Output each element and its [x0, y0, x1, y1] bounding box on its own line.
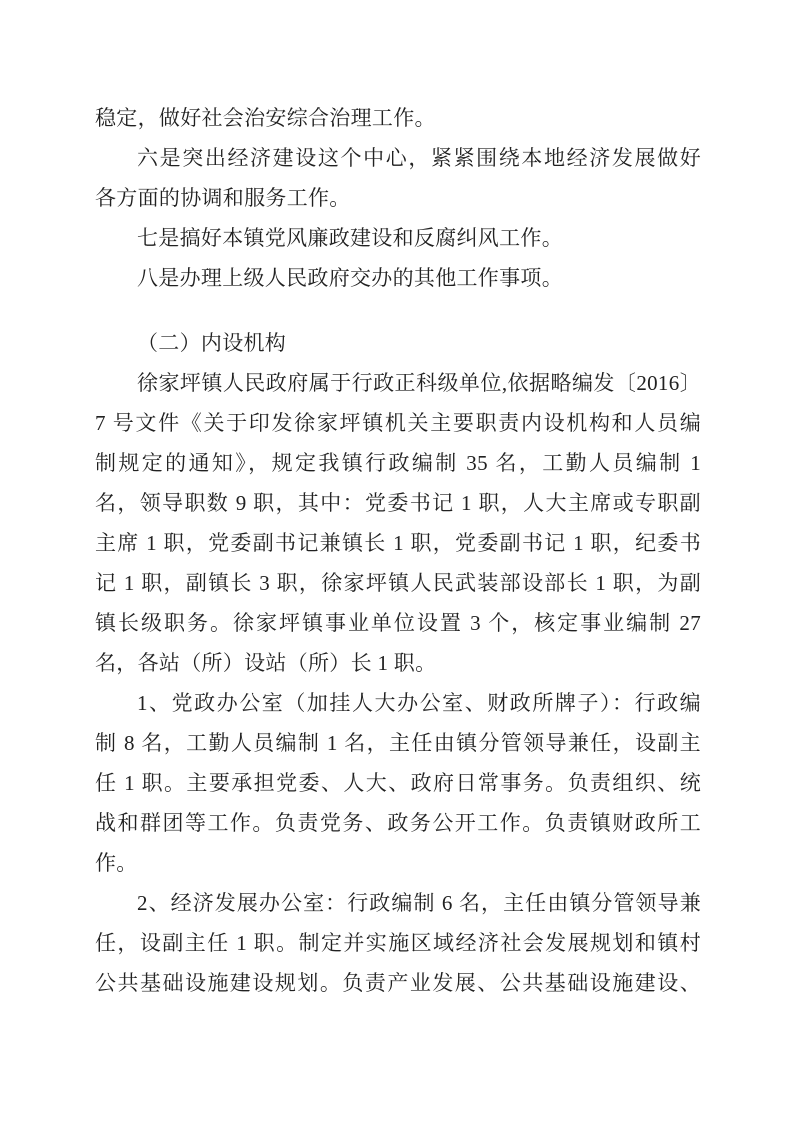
text-line: 稳定，做好社会治安综合治理工作。: [95, 106, 436, 130]
paragraph: [95, 138, 701, 218]
text-line: 任，设副主任 1 职。制定并实施区域经济社会发展规划和镇村: [95, 931, 701, 955]
text-line: 1、党政办公室（加挂人大办公室、财政所牌子）：行政编: [137, 691, 701, 715]
text-line: 作。: [95, 851, 138, 875]
text-line: （二）内设机构: [137, 331, 287, 355]
text-line: 公共基础设施建设规划。负责产业发展、公共基础设施建设、: [95, 971, 701, 995]
paragraph: [95, 218, 701, 258]
paragraph: [95, 258, 701, 298]
text-line: 八是办理上级人民政府交办的其他工作事项。: [137, 266, 563, 290]
text-line: 制规定的通知》，规定我镇行政编制 35 名，工勤人员编制 1: [95, 451, 701, 475]
text-line: 战和群团等工作。负责党务、政务公开工作。负责镇财政所工: [95, 811, 701, 835]
text-line: 2、经济发展办公室：行政编制 6 名，主任由镇分管领导兼: [137, 891, 701, 915]
paragraph: [95, 363, 701, 683]
text-line: 7 号文件《关于印发徐家坪镇机关主要职责内设机构和人员编: [95, 411, 701, 435]
text-line: 名，领导职数 9 职，其中：党委书记 1 职，人大主席或专职副: [95, 491, 701, 515]
document-body: [95, 98, 701, 1003]
text-line: 制 8 名，工勤人员编制 1 名，主任由镇分管领导兼任，设副主: [95, 731, 701, 755]
section-heading: [95, 323, 701, 363]
paragraph: [95, 883, 701, 1003]
text-line: 各方面的协调和服务工作。: [95, 186, 351, 210]
text-line: 记 1 职，副镇长 3 职，徐家坪镇人民武装部设部长 1 职，为副: [95, 571, 701, 595]
text-line: 任 1 职。主要承担党委、人大、政府日常事务。负责组织、统: [95, 771, 701, 795]
paragraph: [95, 98, 701, 138]
text-line: 名，各站（所）设站（所）长 1 职。: [95, 651, 437, 675]
text-line: 七是搞好本镇党风廉政建设和反腐纠风工作。: [137, 226, 563, 250]
text-line: 六是突出经济建设这个中心，紧紧围绕本地经济发展做好: [137, 146, 701, 170]
text-line: 镇长级职务。徐家坪镇事业单位设置 3 个，核定事业编制 27: [95, 611, 701, 635]
text-line: 主席 1 职，党委副书记兼镇长 1 职，党委副书记 1 职，纪委书: [95, 531, 701, 555]
text-line: 徐家坪镇人民政府属于行政正科级单位,依据略编发〔2016〕: [137, 371, 701, 395]
paragraph: [95, 683, 701, 883]
